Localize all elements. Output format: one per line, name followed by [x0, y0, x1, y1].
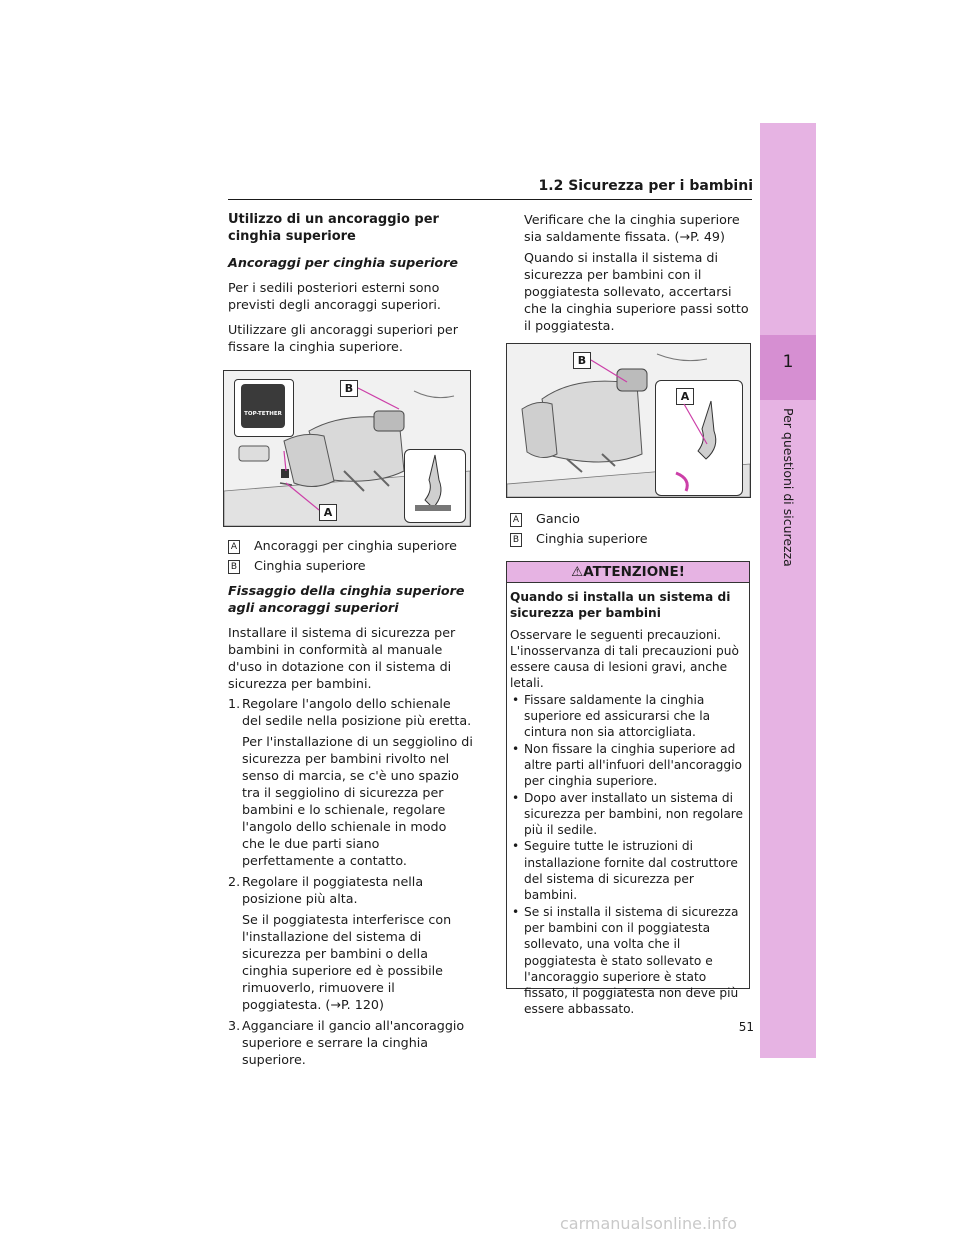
paragraph: Per i sedili posteriori esterni sono previsti degli ancoraggi superiori.: [228, 280, 441, 312]
section-heading: Utilizzo di un ancoraggio per cinghia superiore: [228, 212, 439, 244]
caution-body: [507, 583, 749, 1018]
paragraph: Installare il sistema di sicurezza per bambini in conformità al manuale d'uso in dotazione con il sistema di sicurezza per bambini.: [228, 625, 456, 691]
caution-title: ATTENZIONE!: [583, 564, 685, 580]
steps-list: [228, 695, 473, 1068]
header-divider: [228, 199, 752, 200]
callout-b: B: [340, 380, 358, 397]
legend-label-a: A: [228, 540, 240, 554]
figure-hook-under-headrest: [506, 343, 751, 498]
chapter-title: Per questioni di sicurezza: [781, 408, 796, 567]
subheading-fastening: Fissaggio della cinghia superiore agli ancoraggi superiori: [228, 583, 465, 615]
callout-b: B: [573, 352, 591, 369]
list-item: • Dopo aver installato un sistema di sicurezza per bambini, non regolare più il sedile.: [510, 790, 745, 839]
step-item: 3. Agganciare il gancio all'ancoraggio superiore e serrare la cinghia superiore.: [228, 1018, 465, 1067]
caution-box: [506, 561, 750, 1017]
legend-b: B Cinghia superiore: [510, 530, 750, 547]
section-title: 1.2 Sicurezza per i bambini: [538, 178, 753, 194]
page-number: 51: [738, 1020, 754, 1034]
left-column-continued: [228, 537, 473, 1068]
chapter-number: 1: [782, 352, 794, 372]
legend-label-a: A: [510, 513, 522, 527]
paragraph: Verificare che la cinghia superiore sia saldamente fissata. (→P. 49): [524, 212, 740, 244]
caution-list: [510, 692, 745, 1018]
subheading-anchors: Ancoraggi per cinghia superiore: [228, 255, 458, 270]
right-legend: [510, 510, 750, 547]
paragraph: Quando si installa il sistema di sicurezza per bambini con il poggiatesta sollevato, accertarsi che la cinghia superiore passi sotto il poggiatesta.: [524, 250, 749, 333]
list-item: • Non fissare la cinghia superiore ad altre parti all'infuori dell'ancoraggio per cinghia superiore.: [510, 741, 745, 790]
caution-intro: Osservare le seguenti precauzioni. L'inosservanza di tali precauzioni può essere causa di lesioni gravi, anche letali.: [510, 627, 739, 691]
watermark: carmanualsonline.info: [560, 1214, 738, 1233]
legend-a: A Ancoraggi per cinghia superiore: [228, 537, 473, 554]
step-item: 2. Regolare il poggiatesta nella posizione più alta. Se il poggiatesta interferisce con l'installazione del sistema di sicurezza per bambini o della cinghia superiore ed è possibile rimuoverlo, rimuovere il poggiatesta. (→P. 120): [228, 874, 452, 1012]
step-item: 1. Regolare l'angolo dello schienale del sedile nella posizione più eretta. Per l'installazione di un seggiolino di sicurezza per bambini rivolto nel senso di marcia, se c'è uno spazio tra il seggiolino di sicurezza per bambini e lo schienale, regolare l'angolo dello schienale in modo che le due parti siano perfettamente a contatto.: [228, 696, 473, 868]
left-column: [228, 211, 473, 355]
list-item: • Seguire tutte le istruzioni di installazione fornite dal costruttore del sistema di sicurezza per bambini.: [510, 838, 745, 903]
callout-a: A: [319, 504, 337, 521]
caution-heading: Quando si installa un sistema di sicurezza per bambini: [510, 590, 731, 621]
logo-text: TOP-TETHER: [244, 411, 282, 417]
callout-a: A: [676, 388, 694, 405]
callout-arrows: [507, 344, 750, 497]
callout-arrows: [224, 371, 470, 526]
list-item: • Se si installa il sistema di sicurezza per bambini con il poggiatesta sollevato, una volta che il poggiatesta è stato sollevato e l'ancoraggio superiore è stato fissato, il poggiatesta non deve più essere abbassato.: [510, 904, 745, 1018]
paragraph: Utilizzare gli ancoraggi superiori per fissare la cinghia superiore.: [228, 322, 458, 354]
right-column: [510, 211, 750, 334]
legend-label-b: B: [228, 560, 240, 574]
legend-b: B Cinghia superiore: [228, 557, 473, 574]
list-item: • Fissare saldamente la cinghia superiore ed assicurarsi che la cintura non sia attorcigliata.: [510, 692, 745, 741]
legend-a: A Gancio: [510, 510, 750, 527]
figure-tether-anchors: [223, 370, 471, 527]
caution-header: [507, 562, 749, 583]
warning-icon: ⚠: [571, 564, 584, 580]
legend-label-b: B: [510, 533, 522, 547]
